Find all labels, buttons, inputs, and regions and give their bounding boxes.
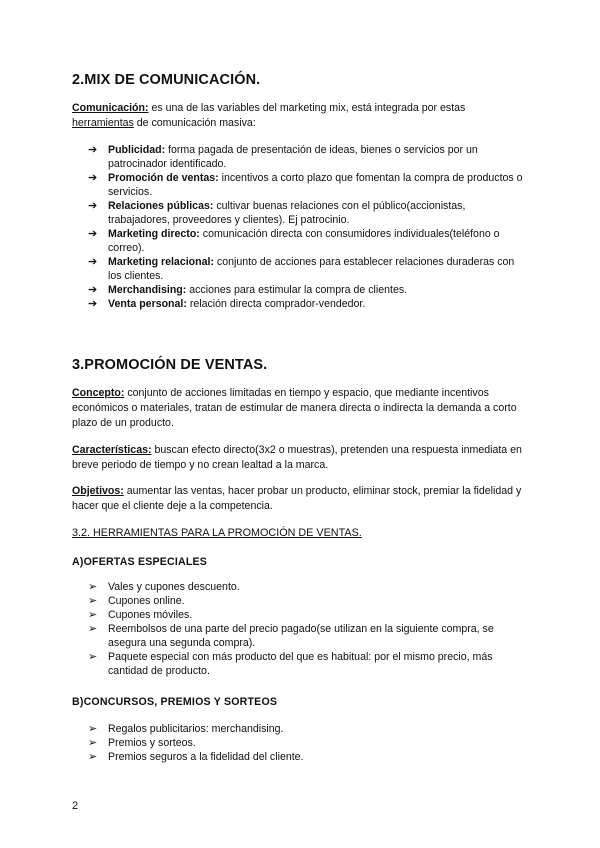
item-term: Merchandising: bbox=[108, 284, 187, 296]
item-text: acciones para estimular la compra de clientes. bbox=[186, 284, 408, 296]
list-item bbox=[88, 736, 524, 750]
list-item bbox=[88, 255, 524, 283]
triangle-bullet-icon: ➢ bbox=[88, 723, 98, 735]
triangle-bullet-icon: ➢ bbox=[88, 609, 98, 621]
group-b-title: B)CONCURSOS, PREMIOS Y SORTEOS bbox=[72, 696, 278, 708]
concepto-paragraph bbox=[72, 386, 524, 431]
item-text: conjunto de acciones para establecer relaciones duraderas con los clientes. bbox=[108, 256, 515, 282]
triangle-bullet-icon: ➢ bbox=[88, 623, 98, 635]
item-text: cultivar buenas relaciones con el público(accionistas, trabajadores, proveedores y clientes). Ej patrocinio. bbox=[108, 200, 466, 226]
concursos-list bbox=[88, 722, 524, 764]
item-term: Relaciones públicas: bbox=[108, 200, 214, 212]
item-term: Promoción de ventas: bbox=[108, 172, 219, 184]
item-text: Premios y sorteos. bbox=[108, 737, 196, 749]
arrow-bullet-icon: ➔ bbox=[88, 298, 98, 310]
item-term: Marketing directo: bbox=[108, 228, 200, 240]
subsection-3-2-title: 3.2. HERRAMIENTAS PARA LA PROMOCIÓN DE VENTAS. bbox=[72, 527, 362, 539]
intro-term: Comunicación: bbox=[72, 102, 149, 114]
triangle-bullet-icon: ➢ bbox=[88, 651, 98, 663]
item-text: Cupones móviles. bbox=[108, 609, 193, 621]
triangle-bullet-icon: ➢ bbox=[88, 751, 98, 763]
arrow-bullet-icon: ➔ bbox=[88, 144, 98, 156]
caracteristicas-paragraph bbox=[72, 443, 524, 473]
intro-link: herramientas bbox=[72, 117, 134, 129]
communication-tools-list bbox=[88, 143, 524, 311]
item-text: incentivos a corto plazo que fomentan la compra de productos o servicios. bbox=[108, 172, 523, 198]
group-a-title: A)OFERTAS ESPECIALES bbox=[72, 556, 208, 568]
triangle-bullet-icon: ➢ bbox=[88, 595, 98, 607]
objetivos-text: aumentar las ventas, hacer probar un producto, eliminar stock, premiar la fidelidad y hacer que el cliente deje a la competencia. bbox=[72, 485, 522, 512]
caracteristicas-text: buscan efecto directo(3x2 o muestras), pretenden una respuesta inmediata en breve periodo de tiempo y no crean lealtad a la marca. bbox=[72, 444, 522, 471]
triangle-bullet-icon: ➢ bbox=[88, 737, 98, 749]
arrow-bullet-icon: ➔ bbox=[88, 200, 98, 212]
item-text: relación directa comprador-vendedor. bbox=[186, 298, 366, 310]
intro-text-a: es una de las variables del marketing mix, está integrada por estas bbox=[148, 102, 466, 114]
item-term: Venta personal: bbox=[108, 298, 187, 310]
list-item bbox=[88, 199, 524, 227]
arrow-bullet-icon: ➔ bbox=[88, 256, 98, 268]
list-item bbox=[88, 227, 524, 255]
caracteristicas-term: Características: bbox=[72, 444, 152, 456]
item-text: Paquete especial con más producto del que es habitual: por el mismo precio, más cantidad de producto. bbox=[108, 651, 493, 677]
objetivos-paragraph bbox=[72, 484, 524, 514]
concepto-term: Concepto: bbox=[72, 387, 125, 399]
list-item bbox=[88, 143, 524, 171]
list-item bbox=[88, 283, 524, 297]
list-item bbox=[88, 171, 524, 199]
item-text: Reembolsos de una parte del precio pagado(se utilizan en la siguiente compra, se asegura una segunda compra). bbox=[108, 623, 494, 649]
concepto-text: conjunto de acciones limitadas en tiempo y espacio, que mediante incentivos económicos o materiales, tratan de estimular de manera directa o indirecta la demanda a corto plazo de un producto. bbox=[72, 387, 517, 429]
list-item bbox=[88, 750, 524, 764]
item-text: Regalos publicitarios: merchandising. bbox=[108, 723, 284, 735]
list-item bbox=[88, 722, 524, 736]
item-text: forma pagada de presentación de ideas, bienes o servicios por un patrocinador identificado. bbox=[108, 144, 478, 170]
item-text: comunicación directa con consumidores individuales(teléfono o correo). bbox=[108, 228, 500, 254]
objetivos-term: Objetivos: bbox=[72, 485, 124, 497]
list-item bbox=[88, 580, 524, 594]
item-text: Cupones online. bbox=[108, 595, 185, 607]
intro-text-b: de comunicación masiva: bbox=[133, 117, 256, 129]
page-number: 2 bbox=[72, 800, 79, 812]
list-item bbox=[88, 622, 524, 650]
item-text: Premios seguros a la fidelidad del cliente. bbox=[108, 751, 304, 763]
ofertas-list bbox=[88, 580, 524, 678]
section-2-intro bbox=[72, 101, 524, 131]
section-2-title: 2.MIX DE COMUNICACIÓN. bbox=[72, 72, 261, 88]
section-3-title: 3.PROMOCIÓN DE VENTAS. bbox=[72, 357, 268, 373]
triangle-bullet-icon: ➢ bbox=[88, 581, 98, 593]
list-item bbox=[88, 650, 524, 678]
item-term: Publicidad: bbox=[108, 144, 166, 156]
item-text: Vales y cupones descuento. bbox=[108, 581, 240, 593]
item-term: Marketing relacional: bbox=[108, 256, 214, 268]
arrow-bullet-icon: ➔ bbox=[88, 172, 98, 184]
list-item bbox=[88, 594, 524, 608]
list-item bbox=[88, 608, 524, 622]
list-item bbox=[88, 297, 524, 311]
arrow-bullet-icon: ➔ bbox=[88, 228, 98, 240]
arrow-bullet-icon: ➔ bbox=[88, 284, 98, 296]
